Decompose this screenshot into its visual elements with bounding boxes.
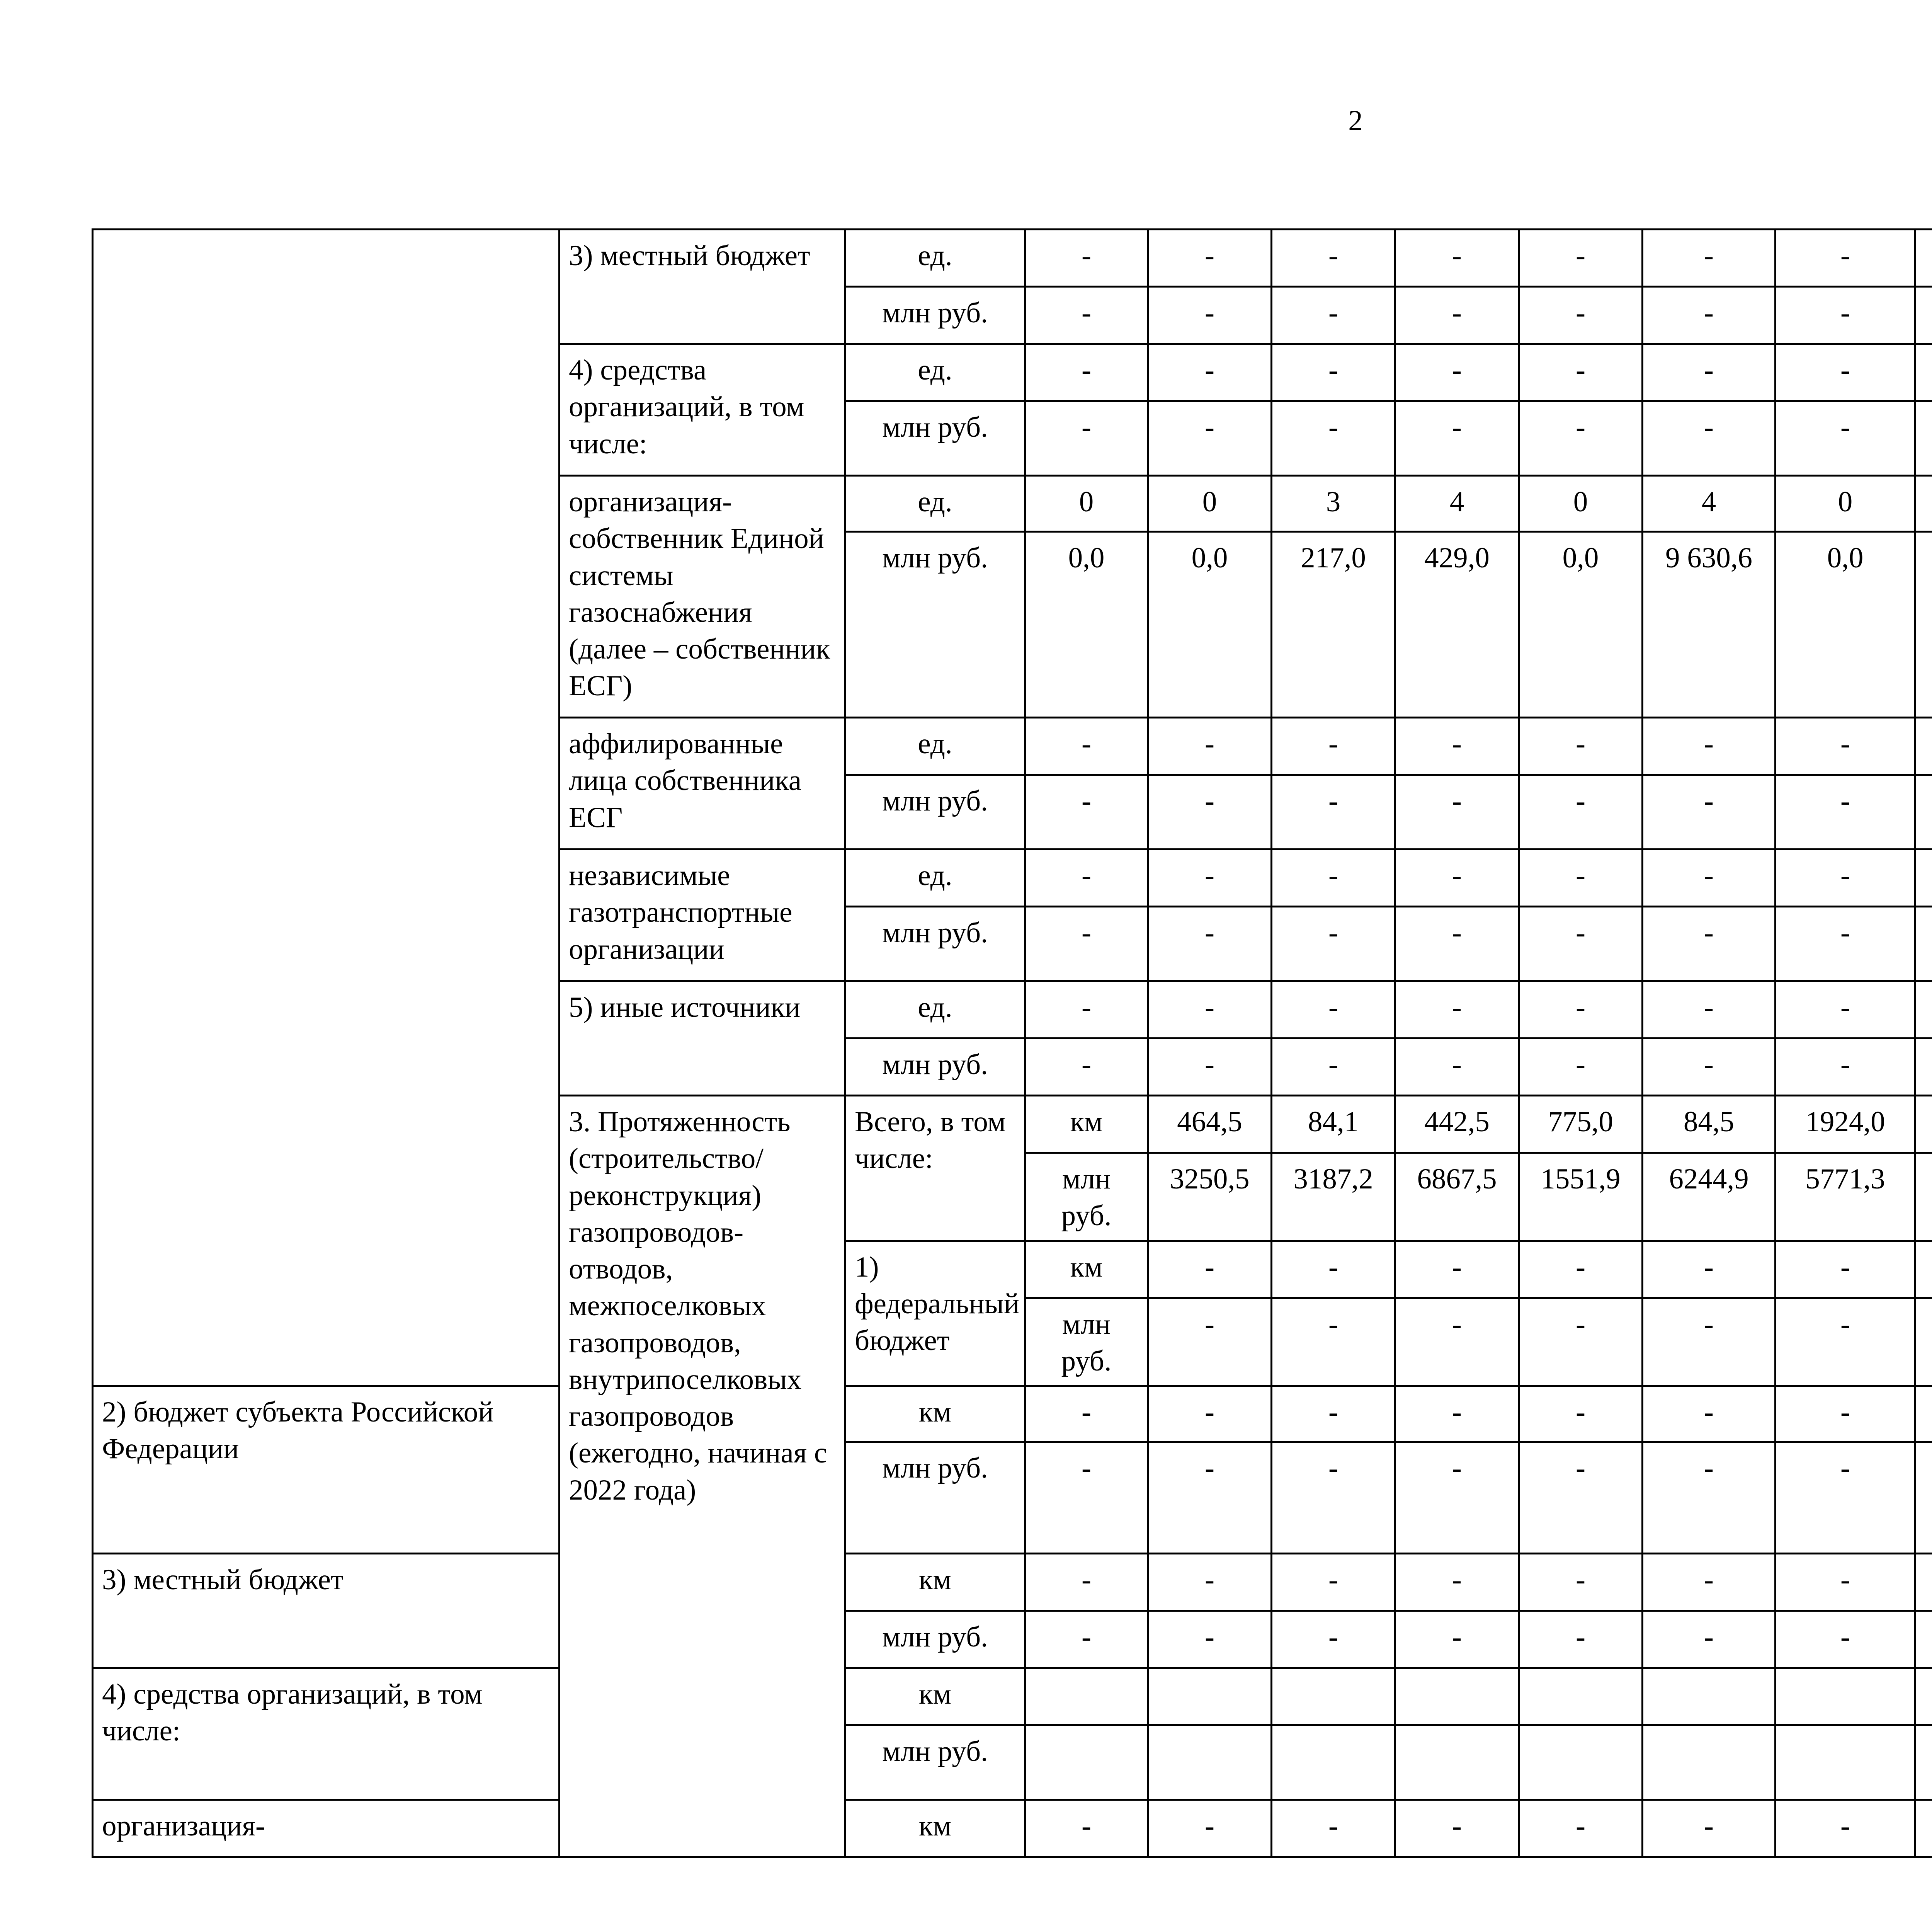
value-cell xyxy=(1915,287,1932,344)
value-cell: - xyxy=(1025,1386,1148,1442)
value-cell: 3 xyxy=(1272,476,1395,532)
value-cell: - xyxy=(1272,850,1395,907)
value-cell: - xyxy=(1272,981,1395,1039)
value-cell: - xyxy=(1148,718,1272,775)
value-cell xyxy=(1025,1668,1148,1725)
unit-cell: млн руб. xyxy=(845,907,1025,981)
page-number: 2 xyxy=(1348,105,1363,137)
value-cell: 3187,2 xyxy=(1272,1153,1395,1241)
value-cell: - xyxy=(1519,850,1643,907)
value-cell: 0,0 xyxy=(1519,532,1643,718)
value-cell: - xyxy=(1395,1442,1519,1554)
value-cell: - xyxy=(1395,344,1519,401)
value-cell xyxy=(1776,1668,1915,1725)
value-cell: - xyxy=(1519,1554,1643,1611)
value-cell: - xyxy=(1776,907,1915,981)
value-cell: - xyxy=(1643,775,1776,850)
unit-cell: ед. xyxy=(845,344,1025,401)
value-cell: - xyxy=(1519,1800,1643,1857)
value-cell: - xyxy=(1395,981,1519,1039)
value-cell: - xyxy=(1643,850,1776,907)
unit-cell: млн руб. xyxy=(845,287,1025,344)
value-cell: 4 xyxy=(1395,476,1519,532)
source-cell: организация-собственник Единой системы газоснабжения (далее – собственник ЕСГ) xyxy=(560,476,845,718)
value-cell: 84,1 xyxy=(1272,1096,1395,1153)
value-cell: 1924,0 xyxy=(1776,1096,1915,1153)
value-cell: - xyxy=(1643,287,1776,344)
value-cell: 4 xyxy=(1643,476,1776,532)
value-cell: 217,0 xyxy=(1272,532,1395,718)
value-cell: - xyxy=(1519,1442,1643,1554)
value-cell: - xyxy=(1395,1800,1519,1857)
source-cell: 3) местный бюджет xyxy=(93,1554,560,1668)
value-cell xyxy=(1915,1153,1932,1241)
source-cell: независимые газотранспортные организации xyxy=(560,850,845,981)
unit-cell: км xyxy=(845,1800,1025,1857)
unit-cell: км xyxy=(1025,1096,1148,1153)
value-cell: - xyxy=(1272,1554,1395,1611)
value-cell: - xyxy=(1519,1611,1643,1668)
unit-cell: млн руб. xyxy=(845,1442,1025,1554)
value-cell xyxy=(1915,344,1932,401)
source-cell: аффилированные лица собственника ЕСГ xyxy=(560,718,845,850)
value-cell: - xyxy=(1776,1039,1915,1096)
value-cell: - xyxy=(1395,718,1519,775)
unit-cell: млн руб. xyxy=(1025,1298,1148,1386)
source-cell: 4) средства организаций, в том числе: xyxy=(560,344,845,476)
value-cell xyxy=(1915,981,1932,1039)
value-cell: - xyxy=(1148,1386,1272,1442)
value-cell: - xyxy=(1148,344,1272,401)
value-cell: - xyxy=(1272,1386,1395,1442)
value-cell xyxy=(1915,1442,1932,1554)
table-row xyxy=(93,1554,1932,1611)
value-cell: 9 630,6 xyxy=(1643,532,1776,718)
value-cell: - xyxy=(1643,1800,1776,1857)
value-cell: - xyxy=(1025,344,1148,401)
unit-cell: млн руб. xyxy=(845,532,1025,718)
value-cell xyxy=(1148,1725,1272,1800)
value-cell: - xyxy=(1519,1241,1643,1298)
value-cell: - xyxy=(1025,1442,1148,1554)
value-cell: - xyxy=(1025,401,1148,476)
value-cell: 6244,9 xyxy=(1643,1153,1776,1241)
value-cell: - xyxy=(1148,775,1272,850)
value-cell: - xyxy=(1776,1442,1915,1554)
table-body xyxy=(93,230,1932,1857)
value-cell: 0 xyxy=(1776,476,1915,532)
value-cell xyxy=(1776,1725,1915,1800)
value-cell: 3250,5 xyxy=(1148,1153,1272,1241)
value-cell: 0 xyxy=(1148,476,1272,532)
value-cell: - xyxy=(1776,1386,1915,1442)
value-cell: 464,5 xyxy=(1148,1096,1272,1153)
value-cell: - xyxy=(1148,1298,1272,1386)
value-cell xyxy=(1643,1668,1776,1725)
value-cell: - xyxy=(1272,718,1395,775)
value-cell: - xyxy=(1776,1800,1915,1857)
value-cell: - xyxy=(1148,287,1272,344)
source-cell: организация- xyxy=(93,1800,560,1857)
value-cell: - xyxy=(1776,1554,1915,1611)
value-cell: - xyxy=(1272,1241,1395,1298)
value-cell: - xyxy=(1148,850,1272,907)
value-cell xyxy=(1915,1554,1932,1611)
value-cell: - xyxy=(1025,1554,1148,1611)
value-cell: - xyxy=(1519,230,1643,287)
value-cell: - xyxy=(1272,1800,1395,1857)
value-cell: - xyxy=(1395,1241,1519,1298)
value-cell: - xyxy=(1025,850,1148,907)
value-cell xyxy=(1915,1241,1932,1298)
value-cell: - xyxy=(1643,344,1776,401)
unit-cell: млн руб. xyxy=(845,1039,1025,1096)
value-cell: - xyxy=(1025,981,1148,1039)
value-cell: - xyxy=(1643,1386,1776,1442)
value-cell xyxy=(1272,1725,1395,1800)
value-cell xyxy=(1519,1668,1643,1725)
value-cell: - xyxy=(1272,230,1395,287)
value-cell: - xyxy=(1148,1554,1272,1611)
unit-cell: ед. xyxy=(845,718,1025,775)
value-cell: - xyxy=(1519,981,1643,1039)
value-cell: - xyxy=(1776,1611,1915,1668)
value-cell: - xyxy=(1148,1442,1272,1554)
value-cell: - xyxy=(1395,401,1519,476)
value-cell: - xyxy=(1148,1611,1272,1668)
value-cell: - xyxy=(1025,1800,1148,1857)
value-cell: - xyxy=(1148,907,1272,981)
value-cell xyxy=(1915,532,1932,718)
unit-cell: км xyxy=(845,1668,1025,1725)
value-cell: - xyxy=(1025,718,1148,775)
value-cell: 775,0 xyxy=(1519,1096,1643,1153)
value-cell: - xyxy=(1025,907,1148,981)
value-cell: 429,0 xyxy=(1395,532,1519,718)
value-cell: 5771,3 xyxy=(1776,1153,1915,1241)
value-cell: 0,0 xyxy=(1025,532,1148,718)
value-cell: - xyxy=(1643,1554,1776,1611)
value-cell xyxy=(1915,476,1932,532)
value-cell: - xyxy=(1272,1442,1395,1554)
indicator-cell xyxy=(93,230,560,1386)
value-cell: - xyxy=(1395,1554,1519,1611)
value-cell xyxy=(1915,1386,1932,1442)
data-table xyxy=(92,228,1932,1858)
unit-cell: ед. xyxy=(845,476,1025,532)
value-cell: - xyxy=(1395,230,1519,287)
value-cell: 0 xyxy=(1519,476,1643,532)
source-cell: 3) местный бюджет xyxy=(560,230,845,344)
value-cell: - xyxy=(1519,344,1643,401)
value-cell: - xyxy=(1643,1298,1776,1386)
source-cell: Всего, в том числе: xyxy=(845,1096,1025,1241)
unit-cell: ед. xyxy=(845,850,1025,907)
source-cell: 1) федеральный бюджет xyxy=(845,1241,1025,1386)
value-cell xyxy=(1915,775,1932,850)
unit-cell: млн руб. xyxy=(845,401,1025,476)
unit-cell: млн руб. xyxy=(1025,1153,1148,1241)
value-cell: - xyxy=(1272,1611,1395,1668)
value-cell: - xyxy=(1148,981,1272,1039)
value-cell xyxy=(1915,1725,1932,1800)
value-cell: - xyxy=(1776,1241,1915,1298)
value-cell: - xyxy=(1395,1386,1519,1442)
value-cell: - xyxy=(1643,1241,1776,1298)
value-cell: - xyxy=(1519,287,1643,344)
value-cell xyxy=(1915,850,1932,907)
value-cell: - xyxy=(1395,907,1519,981)
value-cell: - xyxy=(1148,1800,1272,1857)
unit-cell: ед. xyxy=(845,981,1025,1039)
value-cell: - xyxy=(1395,1039,1519,1096)
value-cell: - xyxy=(1776,230,1915,287)
unit-cell: млн руб. xyxy=(845,1725,1025,1800)
value-cell xyxy=(1148,1668,1272,1725)
value-cell: - xyxy=(1272,1039,1395,1096)
value-cell: - xyxy=(1272,907,1395,981)
value-cell: - xyxy=(1776,775,1915,850)
value-cell: - xyxy=(1776,401,1915,476)
source-cell: 2) бюджет субъекта Российской Федерации xyxy=(93,1386,560,1554)
value-cell: - xyxy=(1643,907,1776,981)
indicator-cell: 3. Протяженность (строительство/реконструкция) газопроводов-отводов, межпоселковых газопроводов, внутрипоселковых газопроводов (ежегодно, начиная с 2022 года) xyxy=(560,1096,845,1857)
table-row xyxy=(93,1668,1932,1725)
value-cell: - xyxy=(1025,230,1148,287)
value-cell xyxy=(1915,907,1932,981)
unit-cell: ед. xyxy=(845,230,1025,287)
value-cell: - xyxy=(1519,907,1643,981)
value-cell xyxy=(1643,1725,1776,1800)
value-cell: - xyxy=(1776,718,1915,775)
value-cell: - xyxy=(1643,1442,1776,1554)
value-cell: - xyxy=(1776,981,1915,1039)
value-cell: - xyxy=(1395,1298,1519,1386)
value-cell xyxy=(1915,718,1932,775)
value-cell: - xyxy=(1776,1298,1915,1386)
value-cell: - xyxy=(1643,401,1776,476)
unit-cell: млн руб. xyxy=(845,1611,1025,1668)
unit-cell: млн руб. xyxy=(845,775,1025,850)
value-cell: - xyxy=(1776,850,1915,907)
value-cell: - xyxy=(1395,850,1519,907)
value-cell: - xyxy=(1643,718,1776,775)
value-cell: - xyxy=(1272,344,1395,401)
value-cell: 0,0 xyxy=(1776,532,1915,718)
value-cell: 0 xyxy=(1025,476,1148,532)
unit-cell: км xyxy=(1025,1241,1148,1298)
value-cell: - xyxy=(1519,401,1643,476)
value-cell xyxy=(1915,1039,1932,1096)
value-cell: - xyxy=(1643,1039,1776,1096)
value-cell: - xyxy=(1643,230,1776,287)
value-cell: 442,5 xyxy=(1395,1096,1519,1153)
value-cell: - xyxy=(1272,1298,1395,1386)
value-cell: - xyxy=(1776,287,1915,344)
value-cell: - xyxy=(1025,287,1148,344)
value-cell: - xyxy=(1272,401,1395,476)
unit-cell: км xyxy=(845,1554,1025,1611)
value-cell xyxy=(1272,1668,1395,1725)
value-cell: - xyxy=(1776,344,1915,401)
value-cell: 0,0 xyxy=(1148,532,1272,718)
value-cell xyxy=(1915,1800,1932,1857)
value-cell xyxy=(1395,1725,1519,1800)
value-cell: - xyxy=(1643,981,1776,1039)
value-cell: - xyxy=(1025,775,1148,850)
value-cell xyxy=(1915,1096,1932,1153)
value-cell: - xyxy=(1148,230,1272,287)
value-cell xyxy=(1915,1611,1932,1668)
value-cell: - xyxy=(1643,1611,1776,1668)
value-cell: - xyxy=(1272,775,1395,850)
value-cell: - xyxy=(1272,287,1395,344)
value-cell: - xyxy=(1025,1611,1148,1668)
value-cell: - xyxy=(1148,401,1272,476)
source-cell: 5) иные источники xyxy=(560,981,845,1096)
value-cell: - xyxy=(1519,1386,1643,1442)
table-row xyxy=(93,1800,1932,1857)
value-cell: 84,5 xyxy=(1643,1096,1776,1153)
value-cell xyxy=(1915,401,1932,476)
value-cell: - xyxy=(1519,775,1643,850)
value-cell: - xyxy=(1395,775,1519,850)
value-cell: - xyxy=(1395,287,1519,344)
value-cell: - xyxy=(1519,1039,1643,1096)
table-row xyxy=(93,1386,1932,1442)
value-cell xyxy=(1915,1298,1932,1386)
value-cell: - xyxy=(1148,1039,1272,1096)
source-cell: 4) средства организаций, в том числе: xyxy=(93,1668,560,1800)
value-cell: - xyxy=(1395,1611,1519,1668)
value-cell: 1551,9 xyxy=(1519,1153,1643,1241)
value-cell: - xyxy=(1148,1241,1272,1298)
value-cell xyxy=(1915,230,1932,287)
value-cell xyxy=(1395,1668,1519,1725)
value-cell: - xyxy=(1025,1039,1148,1096)
value-cell xyxy=(1025,1725,1148,1800)
table-row xyxy=(93,230,1932,287)
value-cell xyxy=(1915,1668,1932,1725)
value-cell xyxy=(1519,1725,1643,1800)
value-cell: - xyxy=(1519,718,1643,775)
unit-cell: км xyxy=(845,1386,1025,1442)
value-cell: - xyxy=(1519,1298,1643,1386)
value-cell: 6867,5 xyxy=(1395,1153,1519,1241)
